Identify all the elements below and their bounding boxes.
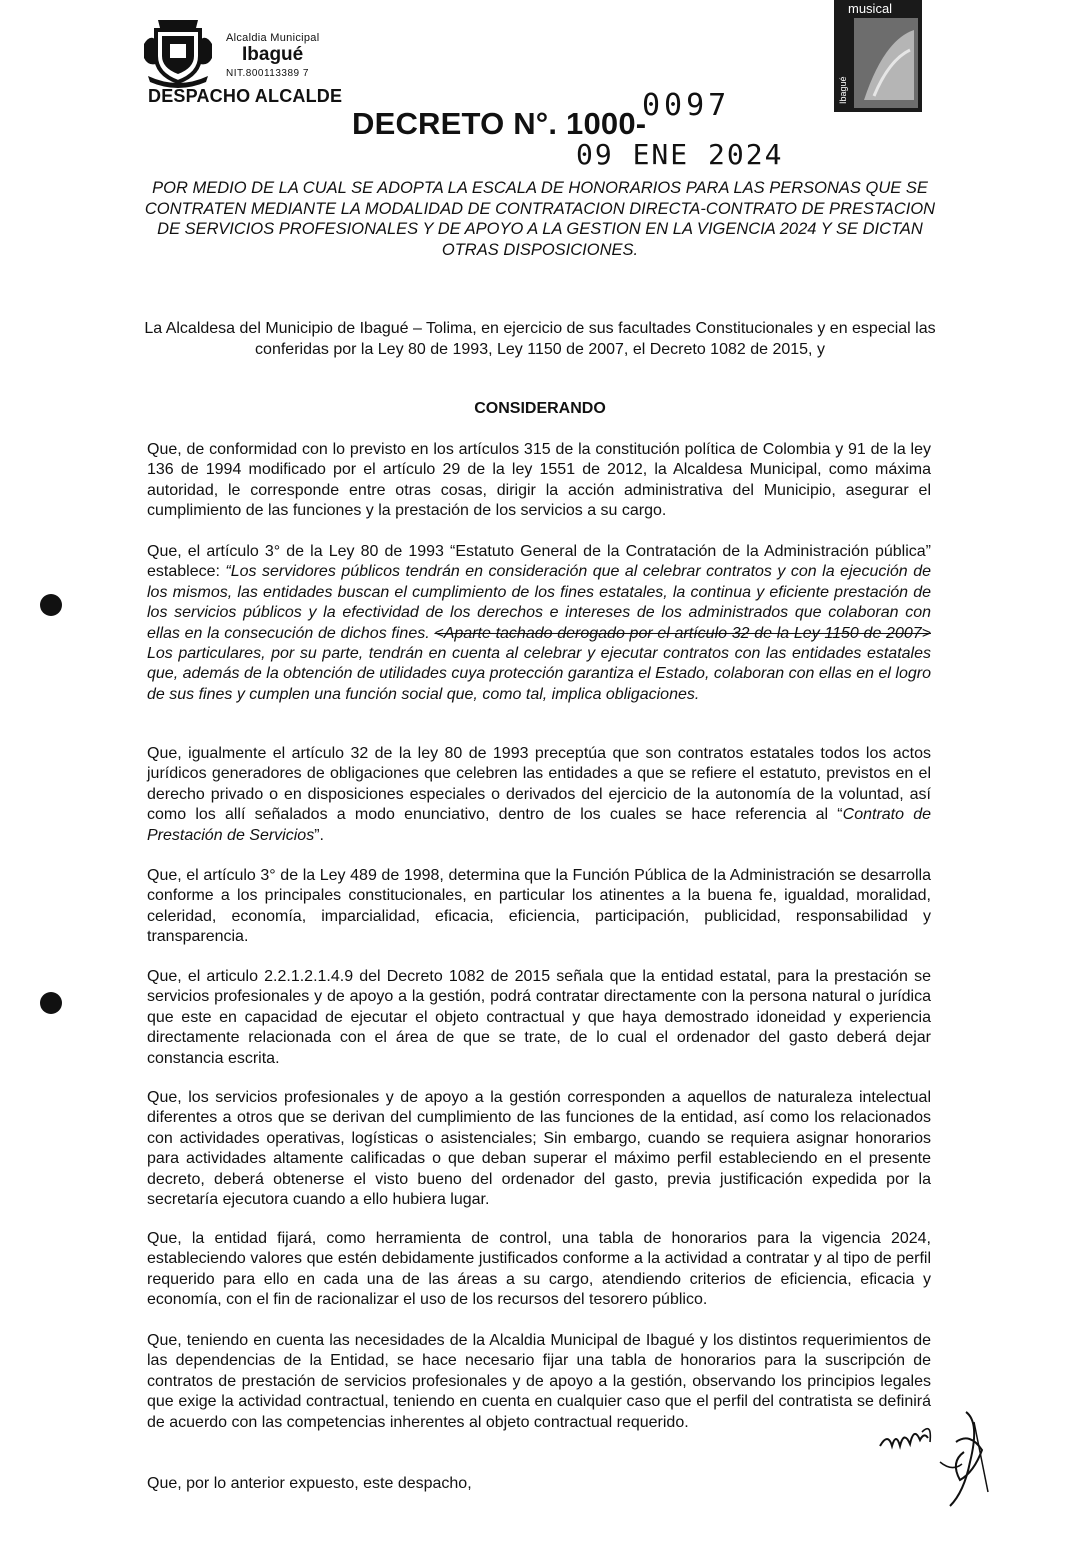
punch-hole-top [40,594,62,616]
paragraph-5: Que, el articulo 2.2.1.2.1.4.9 del Decreto 1082 de 2015 señala que la entidad estatal, para la prestación se servicios profesionales y de apoyo a la gestión, podrá contratar directamente con la persona natural o jurídica que este en capacidad de ejecutar el objeto contractual y que haya demostrado idoneidad y experiencia directamente relacionada con el área de que se trate, de lo cual el ordenador del gasto deberá dejar constancia escrita. [147,968,931,1067]
paragraph-8: Que, teniendo en cuenta las necesidades de la Alcaldia Municipal de Ibagué y los distintos requerimientos de las dependencias de la Entidad, se hace necesario fijar una tabla de honorarios para la suscripción de contratos de prestación de servicios profesionales y de apoyo a la gestión, observando los principios legales que exige la actividad contractual, teniendo en cuenta en cualquier caso que el perfil del contratista se definirá de acuerdo con las competencias inherentes al objeto contractual requerido. [147,1332,931,1431]
decree-date-stamp: 09 ENE 2024 [576,138,784,171]
paragraph-3-tail: ”. [314,826,324,844]
paragraph-9: Que, por lo anterior expuesto, este despacho, [147,1475,472,1492]
paragraph-2-lead: Que, el artículo 3° de la Ley 80 de 1993 “Estatuto General de la Contratación de la Administración pública” establece: [147,543,931,581]
paragraph-2-quote: “Los servidores públicos tendrán en consideración que al celebrar contratos y con la ejecución de los mismos, las entidades buscan el cumplimiento de los fines estatales, la continua y eficiente prestación de los servicios públicos y la efectividad de los derechos e intereses de los administrados que colaboran con ellas en la consecución de dichos fines. [147,563,931,642]
office-name: DESPACHO ALCALDE [148,86,343,106]
paragraph-2-struck-note: <Aparte tachado derogado por el artículo 32 de la Ley 1150 de 2007> [434,624,931,642]
paragraph-3 [147,744,931,846]
paragraph-3-lead: Que, igualmente el artículo 32 de la ley 80 de 1993 preceptúa que son contratos estatales todos los actos jurídicos generadores de obligaciones que celebren las entidades a que se refiere el estatuto, previstos en el derecho privado o en disposiciones especiales o derivados del ejercicio de la autonomía de la voluntad, así como los allí señalados a modo enunciativo, dentro de los cuales se hace referencia al “ [147,745,931,824]
nit-number: NIT.800113389 7 [226,68,309,79]
considerando-heading: CONSIDERANDO [474,400,606,417]
city-name: Ibagué [242,44,304,65]
paragraph-4: Que, el artículo 3° de la Ley 489 de 1998, determina que la Función Pública de la Administración se desarrolla conforme a los principales constitucionales, en particular los atinentes a la buena fe, igualdad, moralidad, celeridad, economía, imparcialidad, eficacia, eficiencia, participación, publicidad, responsabilidad y transparencia. [147,867,931,946]
paragraph-6: Que, los servicios profesionales y de apoyo a la gestión corresponden a aquellos de naturaleza intelectual diferentes a otros que se derivan del cumplimiento de las funciones de la entidad, así como los relacionados con actividades operativas, logísticas o asistenciales; Sin embargo, cuando se requiera asignar honorarios para actividades altamente calificadas o que deban superar el máximo perfil estableciendo en el presente decreto, deberá obtenerse el visto bueno del ordenador del gasto, previa justificación expedida por la secretaría ejecutora cuando a ello hubiera lugar. [147,1089,931,1209]
alcaldia-label: Alcaldia Municipal [226,32,320,44]
paragraph-2 [147,542,931,705]
svg-text:Ibagué: Ibagué [838,76,848,104]
paragraph-1: Que, de conformidad con lo previsto en los artículos 315 de la constitución política de Colombia y 91 de la ley 136 de 1994 modificado por el artículo 29 de la ley 1551 de 2012, la Alcaldesa Municipal, como máxima autoridad, le corresponde entre otras cosas, dirigir la acción administrativa del Municipio, asegurar el cumplimiento de las funciones y la prestación de los servicios a su cargo. [147,441,931,520]
handwritten-signature [870,1402,1000,1512]
paragraph-7: Que, la entidad fijará, como herramienta de control, una tabla de honorarios para la vigencia 2024, estableciendo valores que estén debidamente justificados conforme a la actividad a contratar y al tipo de perfil requerido para ello en cada una de las áreas a su cargo, atendiendo criterios de eficiencia, eficacia y economía, con el fin de racionalizar el uso de los recursos del tesorero público. [147,1230,931,1309]
decree-title: DECRETO N°. 1000- [352,106,647,141]
decree-subject: POR MEDIO DE LA CUAL SE ADOPTA LA ESCALA DE HONORARIOS PARA LAS PERSONAS QUE SE CONTRATEN MEDIANTE LA MODALIDAD DE CONTRATACION DIRECTA-CONTRATO DE PRESTACION DE SERVICIOS PROFESIONALES Y DE APOYO A LA GESTION EN LA VIGENCIA 2024 Y SE DICTAN OTRAS DISPOSICIONES. [144,179,936,259]
paragraph-3-italic: Contrato de Prestación de Servicios [147,806,932,844]
decree-number-stamp: 0097 [642,88,731,123]
intro-paragraph: La Alcaldesa del Municipio de Ibagué – Tolima, en ejercicio de sus facultades Constitucionales y en especial las conferidas por la Ley 80 de 1993, Ley 1150 de 2007, el Decreto 1082 de 2015, y [144,320,936,358]
coat-of-arms-logo [140,14,216,88]
musical-city-badge [834,0,922,112]
badge-label: musical [848,1,893,16]
punch-hole-bottom [40,992,62,1014]
paragraph-2-tail: Los particulares, por su parte, tendrán en cuenta al celebrar y ejecutar contratos con las entidades estatales que, además de la obtención de utilidades cuya protección garantiza el Estado, colaboran con ellas en el logro de sus fines y cumplen una función social que, como tal, implica obligaciones. [147,645,931,703]
